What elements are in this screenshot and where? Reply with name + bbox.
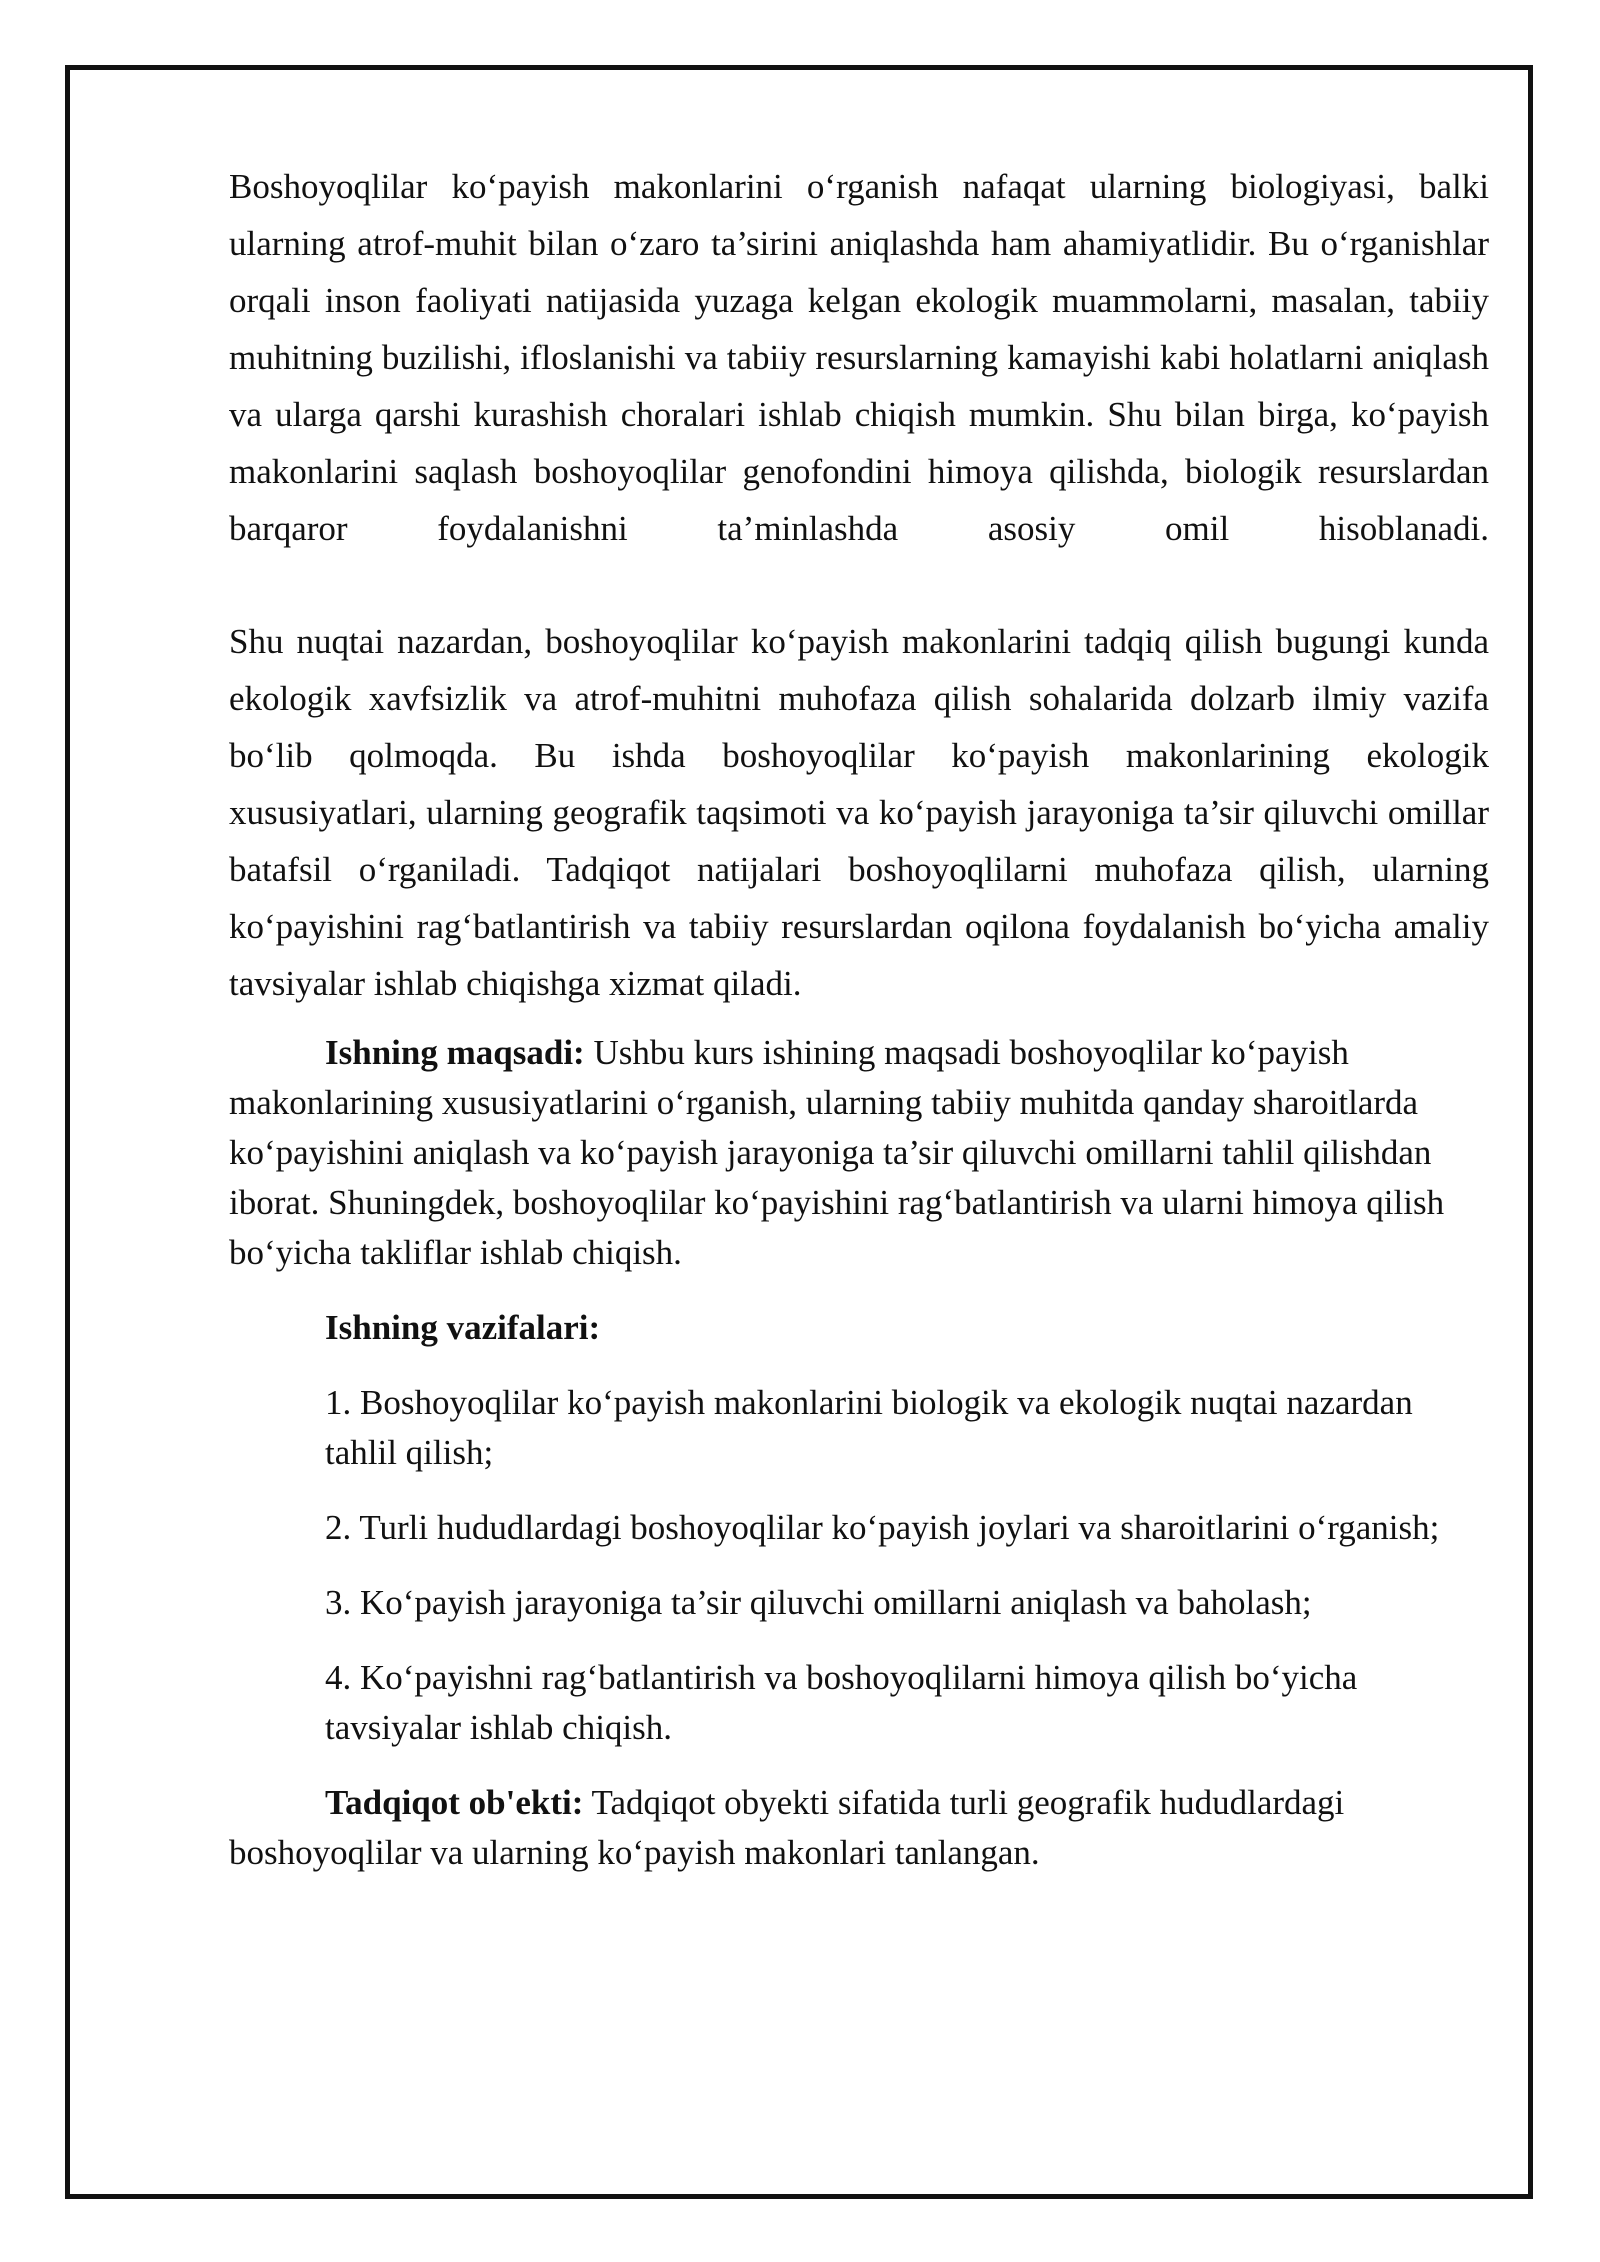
tasks-heading-label: Ishning vazifalari: — [325, 1308, 601, 1347]
blank-line — [229, 557, 1489, 613]
task-item-1: 1. Boshoyoqlilar ko‘payish makonlarini biologik va ekologik nuqtai nazardan tahlil qilish; — [325, 1383, 1413, 1472]
task-item-4: 4. Ko‘payishni rag‘batlantirish va boshoyoqlilarni himoya qilish bo‘yicha tavsiyalar ishlab chiqish. — [325, 1658, 1358, 1747]
object-label: Tadqiqot ob'ekti: — [325, 1783, 584, 1822]
task-item-2: 2. Turli hududlardagi boshoyoqlilar ko‘payish joylari va sharoitlarini o‘rganish; — [325, 1508, 1440, 1547]
tasks-heading — [229, 1303, 1489, 1353]
document-body — [229, 158, 1489, 1878]
paragraph-goal — [229, 1028, 1489, 1278]
paragraph-relevance: Shu nuqtai nazardan, boshoyoqlilar ko‘payish makonlarini tadqiq qilish bugungi kunda ekologik xavfsizlik va atrof-muhitni muhofaza qilish sohalarida dolzarb ilmiy vazifa bo‘lib qolmoqda. Bu ishda boshoyoqlilar ko‘payish makonlarining ekologik xususiyatlari, ularning geografik taqsimoti va ko‘payish jarayoniga ta’sir qiluvchi omillar batafsil o‘rganiladi. Tadqiqot natijalari boshoyoqlilarni muhofaza qilish, ularning ko‘payishini rag‘batlantirish va tabiiy resurslardan oqilona foydalanish bo‘yicha amaliy tavsiyalar ishlab chiqishga xizmat qiladi. — [229, 622, 1489, 1003]
paragraph-object — [229, 1778, 1489, 1878]
object-text: Tadqiqot obyekti sifatida turli geografik hududlardagi boshoyoqlilar va ularning ko‘payish makonlari tanlangan. — [229, 1783, 1345, 1872]
task-item-3: 3. Ko‘payish jarayoniga ta’sir qiluvchi omillarni aniqlash va baholash; — [325, 1583, 1312, 1622]
goal-text: Ushbu kurs ishining maqsadi boshoyoqlilar ko‘payish makonlarining xususiyatlarini o‘rganish, ularning tabiiy muhitda qanday sharoitlarda ko‘payishini aniqlash va ko‘payish jarayoniga ta’sir qiluvchi omillarni tahlil qilishdan iborat. Shuningdek, boshoyoqlilar ko‘payishini rag‘batlantirish va ularni himoya qilish bo‘yicha takliflar ishlab chiqish. — [229, 1033, 1445, 1272]
goal-label: Ishning maqsadi: — [325, 1033, 585, 1072]
paragraph-intro: Boshoyoqlilar ko‘payish makonlarini o‘rganish nafaqat ularning biologiyasi, balki ularning atrof-muhit bilan o‘zaro ta’sirini aniqlashda ham ahamiyatlidir. Bu o‘rganishlar orqali inson faoliyati natijasida yuzaga kelgan ekologik muammolarni, masalan, tabiiy muhitning buzilishi, ifloslanishi va tabiiy resurslarning kamayishi kabi holatlarni aniqlash va ularga qarshi kurashish choralari ishlab chiqish mumkin. Shu bilan birga, ko‘payish makonlarini saqlash boshoyoqlilar genofondini himoya qilishda, biologik resurslardan barqaror foydalanishni ta’minlashda asosiy omil hisoblanadi. — [229, 167, 1489, 548]
